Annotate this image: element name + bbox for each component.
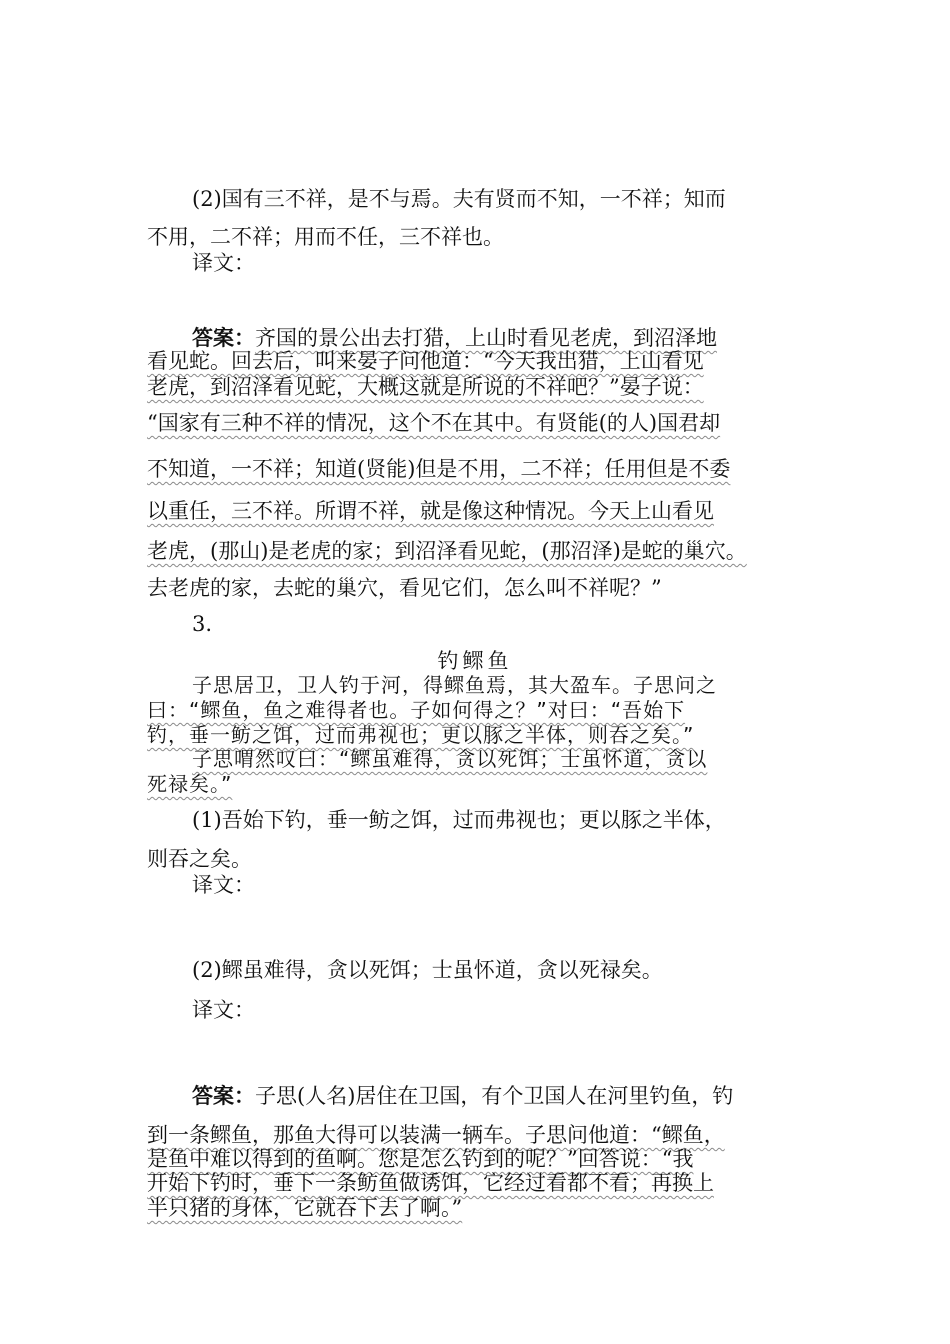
passage-title: 钓鳏鱼 [437,649,513,673]
answer-line: 老虎，到沼泽看见蛇，大概这就是所说的不祥吧？”晏子说： [147,375,704,399]
answer-label: 答案： [192,1083,255,1108]
passage-line: 曰：“鳏鱼，鱼之难得者也。子如何得之？”对曰：“吾始下 [147,698,686,722]
passage-line: 子思居卫，卫人钓于河，得鳏鱼焉，其大盈车。子思问之 [192,673,717,697]
answer-line: 以重任，三不祥。所谓不祥，就是像这种情况。今天上山看见 [147,499,714,523]
answer-line: 子思(人名)居住在卫国，有个卫国人在河里钓鱼，钓 [255,1084,734,1108]
answer-line: 去老虎的家，去蛇的巢穴，看见它们，怎么叫不祥呢？” [147,576,662,600]
passage-line: 钓，垂一鲂之饵，过而弗视也；更以豚之半体，则吞之矣。” [147,723,695,747]
translation-label: 译文： [192,873,255,897]
question-1-line-1: (1)吾始下钓，垂一鲂之饵，过而弗视也；更以豚之半体， [192,808,726,832]
translation-label: 译文： [192,251,255,275]
question-1-line-2: 则吞之矣。 [147,847,252,871]
question-2-line-2: 不用，二不祥；用而不任，三不祥也。 [147,225,504,249]
answer-line: 到一条鳏鱼，那鱼大得可以装满一辆车。子思问他道：“鳏鱼， [147,1123,725,1147]
question-number: 3. [192,612,213,636]
answer-line: 不知道，一不祥；知道(贤能)但是不用，二不祥；任用但是不委 [147,457,731,481]
passage-line: 死禄矣。” [147,772,233,796]
answer-line: 老虎，(那山)是老虎的家；到沼泽看见蛇，(那沼泽)是蛇的巢穴。 [147,539,747,563]
translation-label: 译文： [192,998,255,1022]
answer-block-2 [192,1082,733,1110]
answer-line: 看见蛇。回去后，叫来晏子问他道：“今天我出猎，上山看见 [147,349,704,373]
answer-line: 齐国的景公出去打猎，上山时看见老虎，到沼泽地 [255,326,717,350]
answer-line: 是鱼中难以得到的鱼啊。您是怎么钓到的呢？”回答说：“我 [147,1147,694,1171]
passage-line: 子思喟然叹曰：“鳏虽难得，贪以死饵；士虽怀道，贪以 [192,747,708,771]
answer-line: 开始下钓时，垂下一条鲂鱼做诱饵，它经过看都不看；再换上 [147,1171,714,1195]
question-2-line-1: (2)国有三不祥，是不与焉。夫有贤而不知，一不祥；知而 [192,187,726,211]
answer-line: 半只猪的身体，它就吞下去了啊。” [147,1196,463,1220]
question-2-line: (2)鳏虽难得，贪以死饵；士虽怀道，贪以死禄矣。 [192,958,663,982]
answer-label: 答案： [192,325,255,350]
answer-line: “国家有三种不祥的情况，这个不在其中。有贤能(的人)国君却 [147,411,721,435]
